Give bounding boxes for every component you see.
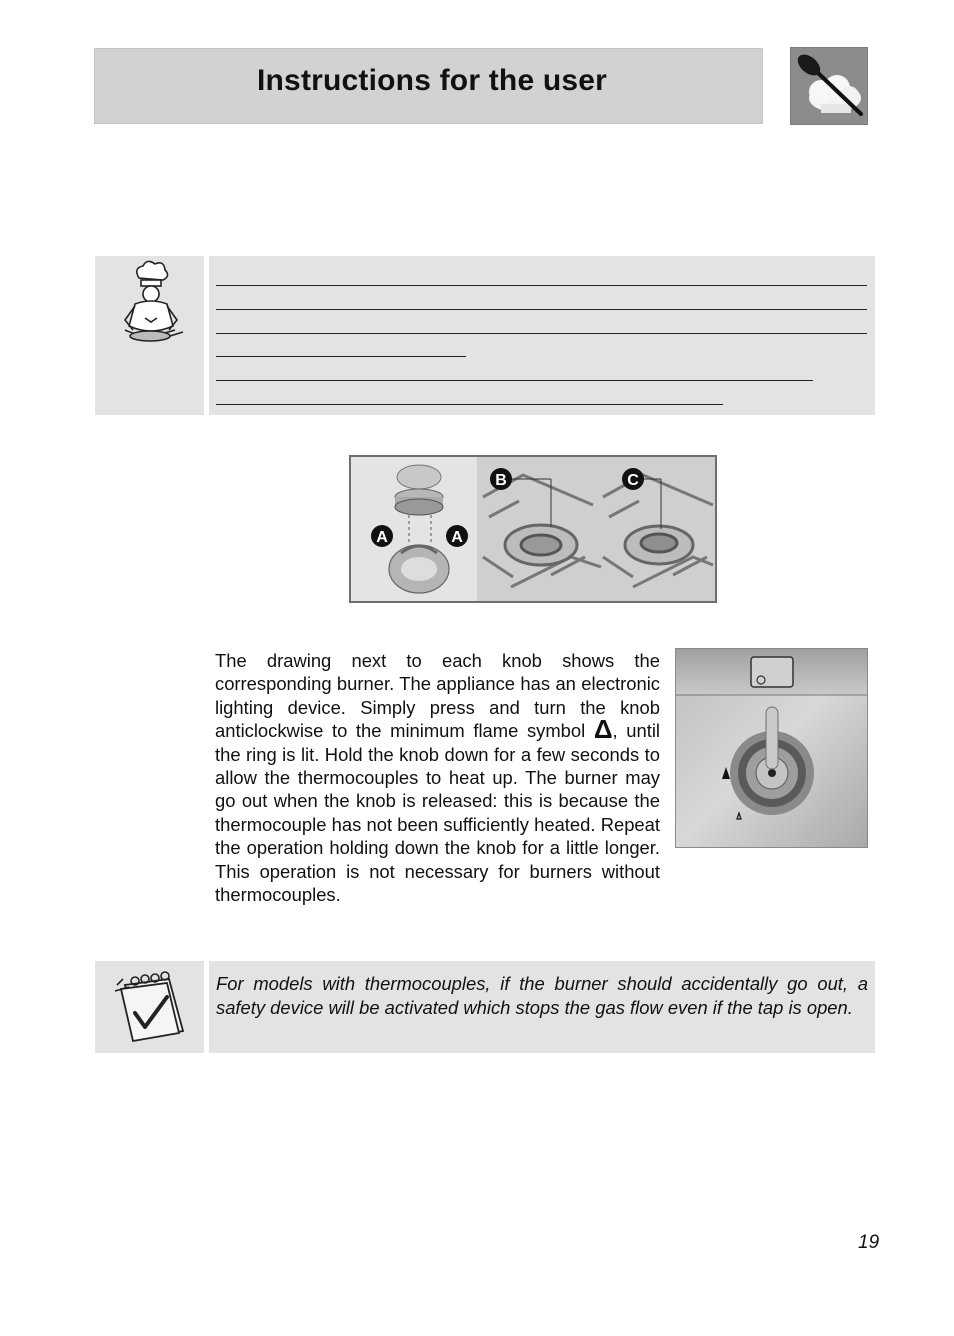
- redacted-line: [216, 333, 867, 334]
- note-panel-icon-area: [95, 961, 204, 1053]
- minimum-flame-symbol: Δ: [593, 714, 613, 745]
- page-title: Instructions for the user: [257, 64, 608, 97]
- gas-knob-icon: [675, 648, 868, 848]
- chef-icon: [95, 256, 204, 415]
- lighting-instructions-paragraph: [215, 649, 660, 906]
- redacted-line: [216, 309, 867, 310]
- figure-label-a-right: A: [451, 529, 463, 546]
- thermocouple-safety-note: For models with thermocouples, if the burner should accidentally go out, a safety device will be activated which stops the gas flow even if the tap is open.: [216, 973, 868, 1018]
- instructions-text-part-1: The drawing next to each knob shows the corresponding burner. The appliance has an electronic lighting device. Simply press and turn the knob anticlockwise to the minimum flame symbol: [215, 650, 660, 742]
- redacted-line: [216, 380, 813, 381]
- figure-label-c: C: [627, 472, 639, 489]
- figure-label-b: B: [495, 472, 507, 489]
- cook-panel-body: [209, 256, 875, 415]
- figure-label-a-left: A: [376, 529, 388, 546]
- notepad-check-icon: [95, 961, 204, 1053]
- instructions-text-part-2: , until the ring is lit. Hold the knob down for a few seconds to allow the thermocouples to heat up. The burner may go out when the knob is released: this is because the thermocouple has not been sufficiently heated. Repeat the operation holding down the knob for a little longer. This operation is not necessary for burners without thermocouples.: [215, 720, 660, 906]
- page-number: 19: [858, 1232, 880, 1253]
- burner-assembly-figure: [349, 455, 717, 603]
- redacted-line: [216, 356, 466, 357]
- chef-hat-spoon-icon: [790, 47, 868, 125]
- redacted-line: [216, 404, 723, 405]
- redacted-line: [216, 285, 867, 286]
- cook-panel-icon-area: [95, 256, 204, 415]
